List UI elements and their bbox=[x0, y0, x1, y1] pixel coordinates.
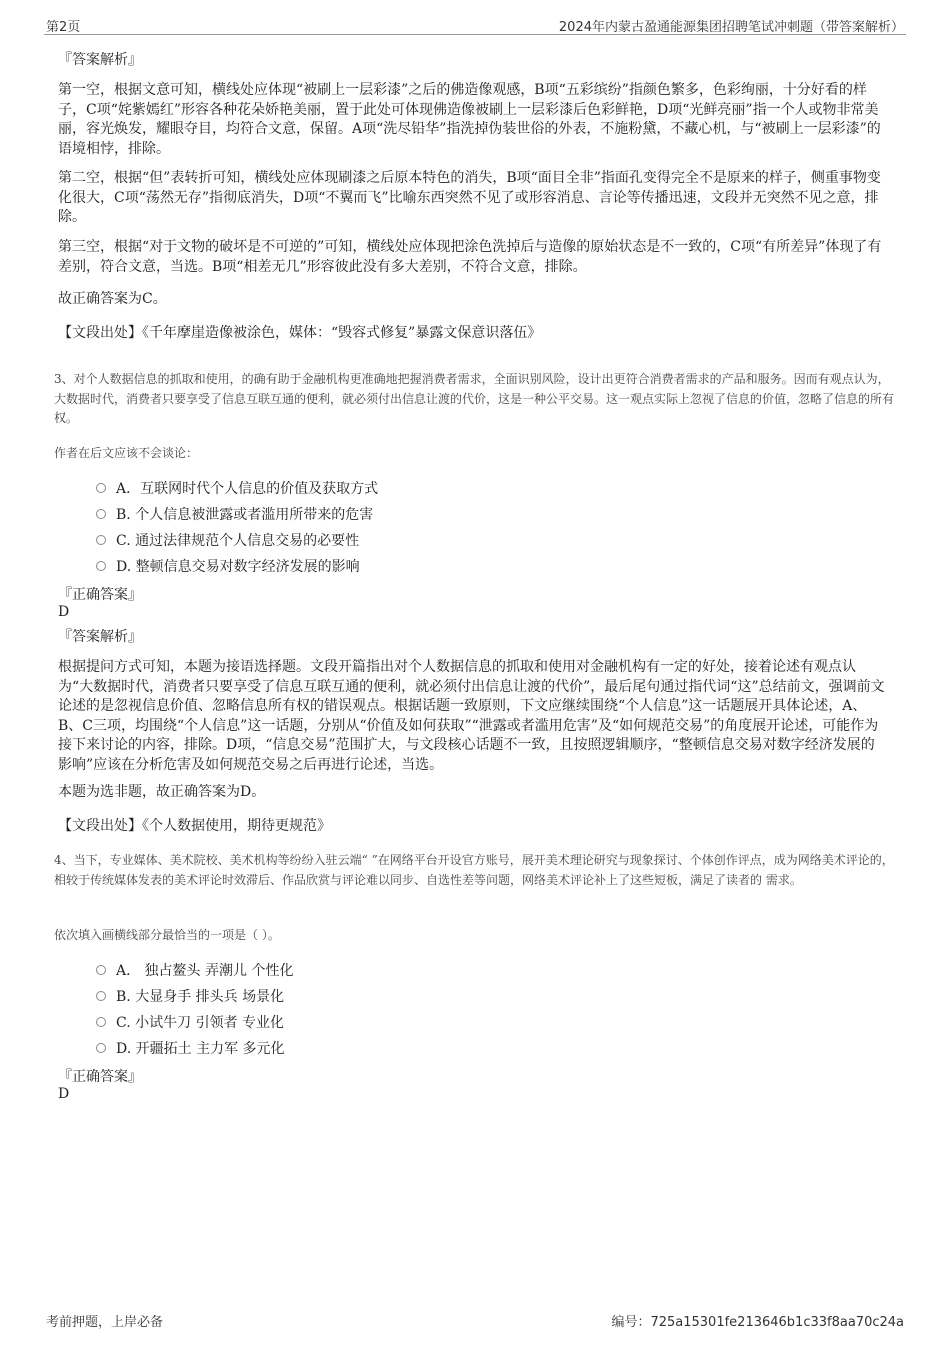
question-3-conclusion: 本题为选非题，故正确答案为D。 bbox=[58, 784, 266, 800]
document-code: 编号：725a15301fe213646b1c33f8aa70c24a bbox=[611, 1315, 904, 1330]
question-4-prompt: 依次填入画横线部分最恰当的一项是（ ）。 bbox=[54, 928, 280, 942]
option-label: C. 小试牛刀 引领者 专业化 bbox=[116, 1015, 285, 1031]
analysis-label: 『答案解析』 bbox=[58, 52, 142, 68]
radio-icon[interactable] bbox=[96, 535, 106, 545]
analysis-paragraph-3: 第三空，根据“对于文物的破坏是不可逆的”可知，横线处应体现把涂色洗掉后与造像的原始状态是不一致的，C项“有所差异”体现了有差别，符合文意，当选。B项“相差无几”形容彼此没有多大差别，不符合文意，排除。 bbox=[58, 239, 882, 275]
correct-answer-value: D bbox=[58, 604, 70, 620]
analysis-paragraph-1: 第一空，根据文意可知，横线处应体现“被刷上一层彩漆”之后的佛造像观感，B项“五彩缤纷”指颜色繁多，色彩绚丽，十分好看的样子，C项“姹紫嫣红”形容各种花朵娇艳美丽，置于此处可体现佛造像被刷上一层彩漆后色彩鲜艳，D项“光鲜亮丽”指一个人或物非常美丽，容光焕发，耀眼夺目，均符合文意，保留。A项“洗尽铅华”指洗掉伪装世俗的外表，不施粉黛，不藏心机，与“被刷上一层彩漆”的语境相悖，排除。 bbox=[58, 82, 881, 157]
analysis-paragraph-2: 第二空，根据“但”表转折可知，横线处应体现刷漆之后原本特色的消失，B项“面目全非”指面孔变得完全不是原来的样子，侧重事物变化很大，C项“荡然无存”指彻底消失，D项“不翼而飞”比喻东西突然不见了或形容消息、言论等传播迅速，文段并无突然不见之意，排除。 bbox=[58, 170, 881, 225]
radio-icon[interactable] bbox=[96, 509, 106, 519]
radio-icon[interactable] bbox=[96, 965, 106, 975]
radio-icon[interactable] bbox=[96, 1017, 106, 1027]
passage-source: 【文段出处】《个人数据使用，期待更规范》 bbox=[58, 818, 331, 834]
question-3-option-d[interactable] bbox=[96, 556, 360, 576]
question-4-option-a[interactable] bbox=[96, 960, 293, 980]
question-4-option-c[interactable] bbox=[96, 1012, 284, 1032]
option-label: A． 独占鳌头 弄潮儿 个性化 bbox=[116, 963, 294, 979]
radio-icon[interactable] bbox=[96, 483, 106, 493]
question-3-option-a[interactable] bbox=[96, 478, 378, 498]
question-4-stem: 4、当下，专业媒体、美术院校、美术机构等纷纷入驻云端“ ”在网络平台开设官方账号，展开美术理论研究与现象探讨、个体创作评点，成为网络美术评论的，相较于传统媒体发表的美术评论时效滞后、作品欣赏与评论难以同步、自选性差等问题，网络美术评论补上了这些短板，满足了读者的 需求。 bbox=[54, 853, 894, 887]
question-3-option-b[interactable] bbox=[96, 504, 373, 524]
analysis-label: 『答案解析』 bbox=[58, 629, 142, 645]
page-footer bbox=[44, 1311, 906, 1329]
footer-slogan: 考前押题，上岸必备 bbox=[46, 1315, 164, 1330]
question-4-option-b[interactable] bbox=[96, 986, 284, 1006]
page-number: 第2页 bbox=[46, 20, 81, 35]
question-3-prompt: 作者在后文应该不会谈论： bbox=[54, 446, 199, 460]
passage-source: 【文段出处】《千年摩崖造像被涂色，媒体：“毁容式修复”暴露文保意识落伍》 bbox=[58, 325, 542, 341]
analysis-conclusion: 故正确答案为C。 bbox=[58, 291, 167, 307]
option-label: B. 个人信息被泄露或者滥用所带来的危害 bbox=[116, 507, 374, 523]
radio-icon[interactable] bbox=[96, 991, 106, 1001]
option-label: D. 开疆拓土 主力军 多元化 bbox=[116, 1041, 285, 1057]
correct-answer-label: 『正确答案』 bbox=[58, 587, 142, 603]
document-title: 2024年内蒙古盈通能源集团招聘笔试冲刺题（带答案解析） bbox=[558, 20, 904, 35]
option-label: B. 大显身手 排头兵 场景化 bbox=[116, 989, 285, 1005]
option-label: A．互联网时代个人信息的价值及获取方式 bbox=[116, 481, 379, 497]
question-3-stem: 3、对个人数据信息的抓取和使用，的确有助于金融机构更准确地把握消费者需求，全面识别风险，设计出更符合消费者需求的产品和服务。因而有观点认为，大数据时代，消费者只要享受了信息互联互通的便利，就必须付出信息让渡的代价，这是一种公平交易。这一观点实际上忽视了信息的价值，忽略了信息的所有权。 bbox=[54, 372, 895, 425]
page-header bbox=[44, 14, 906, 35]
correct-answer-label: 『正确答案』 bbox=[58, 1069, 142, 1085]
radio-icon[interactable] bbox=[96, 561, 106, 571]
question-3-analysis: 根据提问方式可知，本题为接语选择题。文段开篇指出对个人数据信息的抓取和使用对金融机构有一定的好处，接着论述有观点认为“大数据时代，消费者只要享受了信息互联互通的便利，就必须付出信息让渡的代价”，最后尾句通过指代词“这”总结前文，强调前文论述的是忽视信息价值、忽略信息所有权的错误观点。根据话题一致原则，下文应继续围绕“个人信息”这一话题展开具体论述，A、B、C三项，均围绕“个人信息”这一话题，分别从“价值及如何获取”“泄露或者滥用危害”及“如何规范交易”的角度展开论述，可能作为接下来讨论的内容，排除。D项，“信息交易”范围扩大，与文段核心话题不一致，且按照逻辑顺序，“整顿信息交易对数字经济发展的影响”应该在分析危害及如何规范交易之后再进行论述，当选。 bbox=[58, 659, 885, 773]
correct-answer-value: D bbox=[58, 1086, 70, 1102]
radio-icon[interactable] bbox=[96, 1043, 106, 1053]
option-label: D. 整顿信息交易对数字经济发展的影响 bbox=[116, 559, 360, 575]
question-3-option-c[interactable] bbox=[96, 530, 359, 550]
question-4-option-d[interactable] bbox=[96, 1038, 285, 1058]
option-label: C. 通过法律规范个人信息交易的必要性 bbox=[116, 533, 360, 549]
